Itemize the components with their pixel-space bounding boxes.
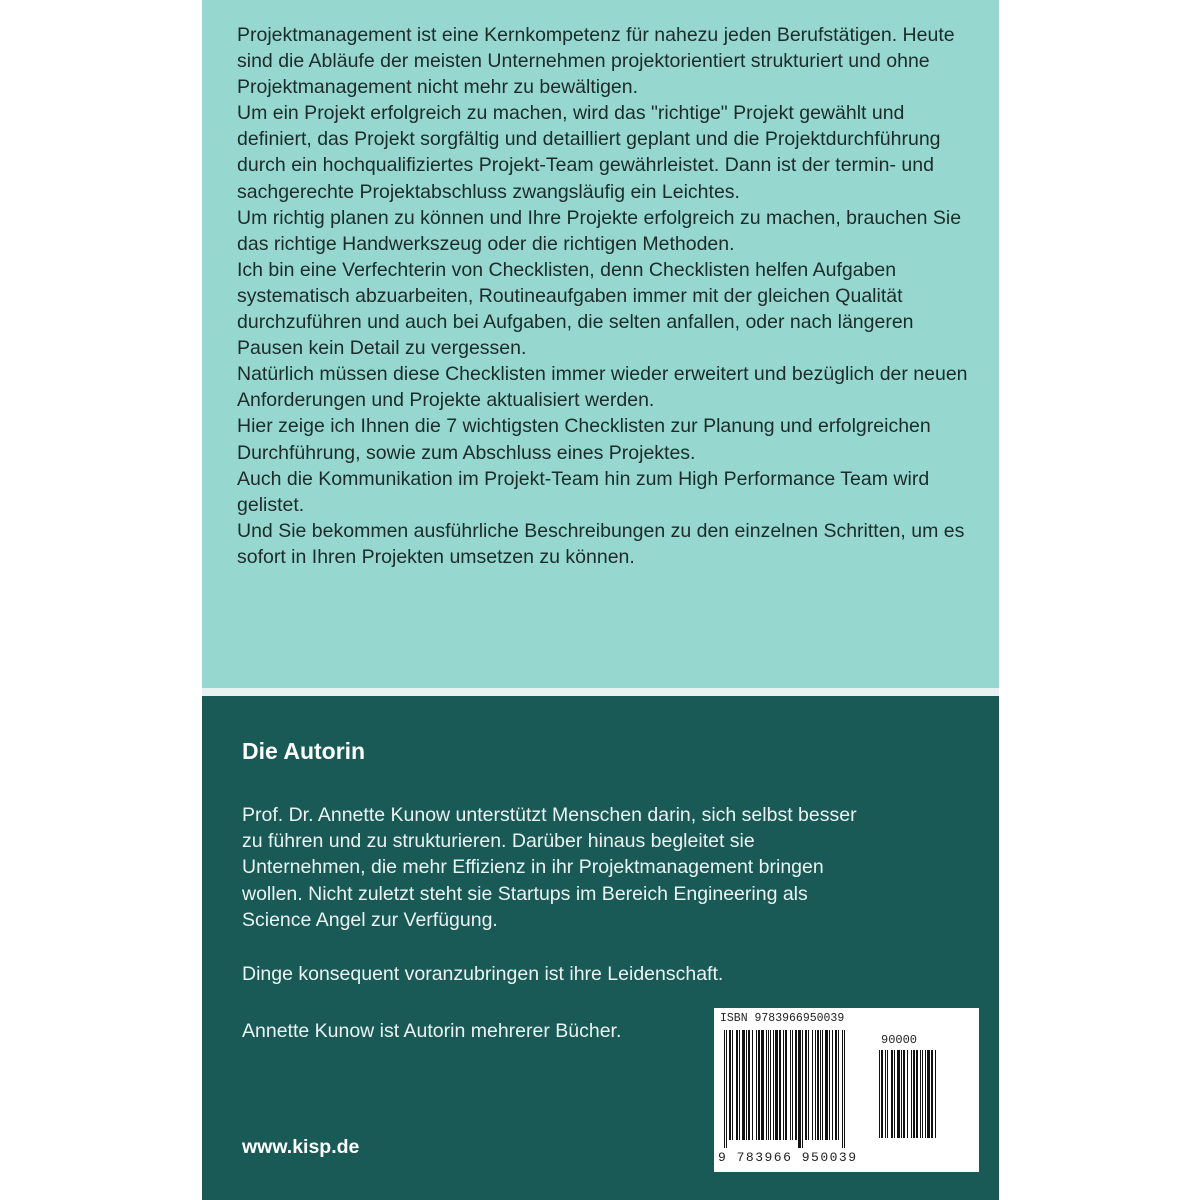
blurb-paragraph: Und Sie bekommen ausführliche Beschreibungen zu den einzelnen Schritten, um es sofort in Ihren Projekten umsetzen zu können.: [237, 519, 965, 568]
blurb-paragraph: Hier zeige ich Ihnen die 7 wichtigsten Checklisten zur Planung und erfolgreichen Durchführung, sowie zum Abschluss eines Projektes.: [237, 415, 931, 464]
barcode-bar: [724, 1030, 725, 1148]
barcode-bar: [927, 1050, 930, 1138]
barcode-bar: [879, 1050, 880, 1138]
author-bio: Prof. Dr. Annette Kunow unterstützt Menschen darin, sich selbst besser zu führen und zu strukturieren. Darüber hinaus begleitet sie Unternehmen, die mehr Effizienz in ihr Projektmanagement bringen wollen. Nicht zuletzt steht sie Startups im Bereich Engineering als Science Angel zur Verfügung.: [242, 804, 857, 931]
barcode-bar: [920, 1050, 921, 1138]
barcode-bar: [832, 1030, 833, 1140]
barcode-bar: [748, 1030, 750, 1140]
barcode-bar: [916, 1050, 918, 1138]
barcode-bar: [817, 1030, 819, 1140]
barcode-bar: [820, 1030, 821, 1140]
barcode-bar: [935, 1050, 936, 1138]
barcode-bar: [761, 1030, 764, 1140]
barcode-bar: [726, 1030, 727, 1148]
barcode-bar: [881, 1050, 883, 1138]
website-link[interactable]: www.kisp.de: [242, 1136, 360, 1158]
barcode-bar: [758, 1030, 760, 1140]
barcode-bar: [911, 1050, 912, 1138]
barcode-bar: [822, 1030, 823, 1140]
blurb-paragraph: Ich bin eine Verfechterin von Checklisten, denn Checklisten helfen Aufgaben systematisch abzuarbeiten, Routineaufgaben immer mit der gleichen Qualität durchzuführen und auch bei Aufgaben, die selten anfallen, oder nach längeren Pausen kein Detail zu vergessen.: [237, 258, 914, 360]
blurb-panel: [202, 0, 999, 688]
blurb-text: [237, 22, 977, 570]
isbn-label: ISBN 9783966950039: [720, 1012, 845, 1025]
barcode-bar: [838, 1030, 839, 1140]
barcode-bar: [842, 1030, 843, 1148]
barcode-bar: [894, 1050, 895, 1138]
barcode-bar: [729, 1030, 731, 1140]
barcode-bar: [739, 1030, 740, 1140]
panel-divider: [202, 688, 999, 696]
barcode-bar: [903, 1050, 905, 1138]
author-books: Annette Kunow ist Autorin mehrerer Bücher.: [242, 1020, 622, 1042]
addon-barcode-bars: [879, 1050, 969, 1148]
barcode-digits: 9 783966 950039: [718, 1150, 858, 1165]
barcode-bar: [742, 1030, 745, 1140]
barcode-bar: [891, 1050, 893, 1138]
isbn-barcode: [714, 1008, 979, 1172]
barcode-bar: [931, 1050, 933, 1138]
barcode-bar: [768, 1030, 769, 1140]
author-passion: Dinge konsequent voranzubringen ist ihre Leidenschaft.: [242, 963, 724, 985]
barcode-bar: [925, 1050, 926, 1138]
barcode-bar: [795, 1030, 797, 1140]
barcode-bar: [907, 1050, 908, 1138]
barcode-bar: [913, 1050, 915, 1138]
barcode-bar: [805, 1030, 807, 1140]
barcode-bar: [732, 1030, 733, 1140]
barcode-bar: [773, 1030, 774, 1140]
blurb-paragraph: Um richtig planen zu können und Ihre Projekte erfolgreich zu machen, brauchen Sie das richtige Handwerkszeug oder die richtigen Methoden.: [237, 206, 962, 255]
author-heading: Die Autorin: [242, 738, 366, 764]
barcode-bar: [752, 1030, 753, 1140]
barcode-bar: [790, 1030, 791, 1140]
blurb-paragraph: Auch die Kommunikation im Projekt-Team hin zum High Performance Team wird gelistet.: [237, 467, 930, 516]
barcode-bar: [887, 1050, 888, 1138]
barcode-bar: [885, 1050, 886, 1138]
blurb-paragraph: Natürlich müssen diese Checklisten immer wieder erweitert und bezüglich der neuen Anforderungen und Projekte aktualisiert werden.: [237, 363, 968, 412]
barcode-bar: [812, 1030, 813, 1140]
blurb-paragraph: Projektmanagement ist eine Kernkompetenz für nahezu jeden Berufstätigen. Heute sind die Abläufe der meisten Unternehmen projektorientiert strukturiert und ohne Projektmanagement nicht mehr zu bewältigen.: [237, 24, 955, 99]
barcode-bar: [844, 1030, 845, 1148]
barcode-bar: [770, 1030, 771, 1140]
author-panel: [202, 696, 999, 1200]
barcode-bar: [746, 1030, 747, 1140]
barcode-bar: [825, 1030, 828, 1140]
barcode-bar: [897, 1050, 900, 1138]
barcode-bar: [922, 1050, 923, 1138]
barcode-bar: [815, 1030, 816, 1140]
barcode-bar: [901, 1050, 902, 1138]
barcode-bar: [783, 1030, 784, 1140]
barcode-bar: [802, 1030, 803, 1148]
barcode-bar: [829, 1030, 830, 1140]
barcode-bar: [808, 1030, 809, 1140]
barcode-bar: [736, 1030, 738, 1140]
barcode-bar: [785, 1030, 787, 1140]
barcode-bar: [798, 1030, 801, 1148]
barcode-bars: [724, 1030, 874, 1150]
book-back-cover: [202, 0, 999, 1200]
barcode-bar: [756, 1030, 757, 1140]
barcode-bar: [775, 1030, 778, 1140]
price-code: 90000: [881, 1033, 918, 1047]
blurb-paragraph: Um ein Projekt erfolgreich zu machen, wird das "richtige" Projekt gewählt und definiert, das Projekt sorgfältig und detailliert geplant und die Projektdurchführung durch ein hochqualifiziertes Projekt-Team gewährleistet. Dann ist der termin- und sachgerechte Projektabschluss zwangsläufig ein Leichtes.: [237, 102, 941, 203]
barcode-bar: [835, 1030, 837, 1140]
barcode-bar: [779, 1030, 781, 1140]
barcode-bar: [766, 1030, 767, 1140]
barcode-bar: [792, 1030, 793, 1140]
